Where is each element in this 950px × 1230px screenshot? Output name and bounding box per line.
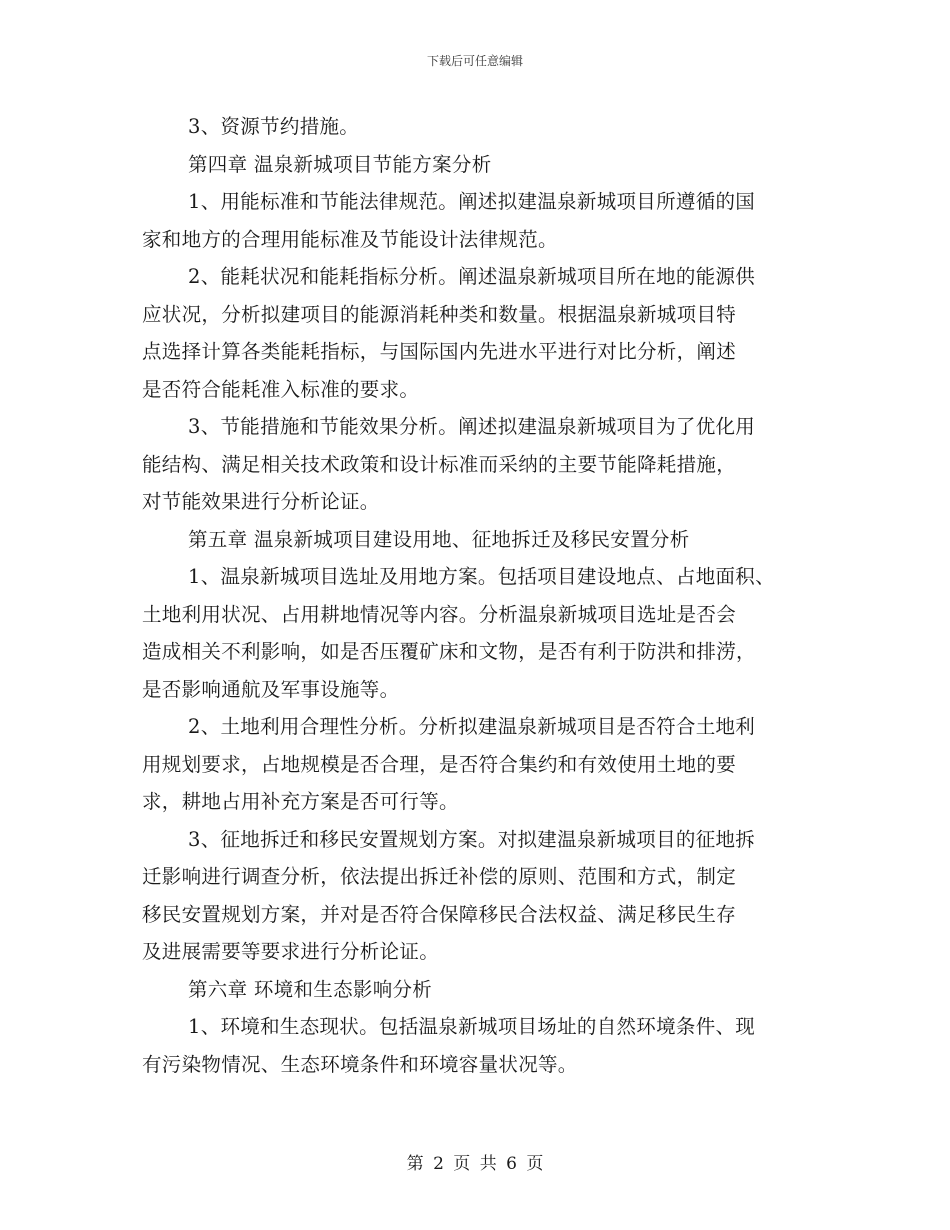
text-line: 3、资源节约措施。 [188, 115, 360, 138]
text-line: 2、能耗状况和能耗指标分析。阐述温泉新城项目所在地的能源供 [188, 265, 756, 288]
text-line: 1、温泉新城项目选址及用地方案。包括项目建设地点、占地面积、 [188, 565, 775, 588]
text-line: 求，耕地占用补充方案是否可行等。 [142, 790, 459, 813]
text-line: 对节能效果进行分析论证。 [142, 490, 380, 513]
document-body [142, 108, 810, 1083]
text-line: 土地利用状况、占用耕地情况等内容。分析温泉新城项目选址是否会 [142, 602, 737, 626]
text-line: 用规划要求，占地规模是否合理，是否符合集约和有效使用土地的要 [142, 752, 737, 776]
text-line: 3、节能措施和节能效果分析。阐述拟建温泉新城项目为了优化用 [188, 415, 756, 438]
page-number-footer: 第 2 页 共 6 页 [406, 1154, 544, 1174]
text-line: 1、用能标准和节能法律规范。阐述拟建温泉新城项目所遵循的国 [188, 190, 756, 213]
text-line: 造成相关不利影响，如是否压覆矿床和文物，是否有利于防洪和排涝， [142, 640, 756, 663]
text-line: 1、环境和生态现状。包括温泉新城项目场址的自然环境条件、现 [188, 1015, 756, 1038]
text-line: 点选择计算各类能耗指标，与国际国内先进水平进行对比分析，阐述 [142, 340, 737, 363]
text-line: 第四章 温泉新城项目节能方案分析 [188, 152, 492, 176]
text-line: 第六章 环境和生态影响分析 [188, 977, 433, 1001]
text-line: 2、土地利用合理性分析。分析拟建温泉新城项目是否符合土地利 [188, 715, 756, 738]
text-line: 有污染物情况、生态环境条件和环境容量状况等。 [142, 1052, 578, 1076]
text-line: 是否影响通航及军事设施等。 [142, 677, 400, 701]
text-line: 3、征地拆迁和移民安置规划方案。对拟建温泉新城项目的征地拆 [188, 827, 756, 851]
text-line: 迁影响进行调查分析，依法提出拆迁补偿的原则、范围和方式，制定 [142, 865, 737, 888]
text-line: 是否符合能耗准入标准的要求。 [142, 377, 420, 401]
text-line: 第五章 温泉新城项目建设用地、征地拆迁及移民安置分析 [188, 527, 690, 551]
header-note: 下载后可任意编辑 [426, 54, 523, 68]
text-line: 家和地方的合理用能标准及节能设计法律规范。 [142, 227, 558, 251]
text-line: 应状况，分析拟建项目的能源消耗种类和数量。根据温泉新城项目特 [142, 302, 737, 326]
text-line: 移民安置规划方案，并对是否符合保障移民合法权益、满足移民生存 [142, 902, 737, 926]
text-line: 及进展需要等要求进行分析论证。 [142, 940, 440, 963]
text-line: 能结构、满足相关技术政策和设计标准而采纳的主要节能降耗措施， [142, 452, 737, 476]
